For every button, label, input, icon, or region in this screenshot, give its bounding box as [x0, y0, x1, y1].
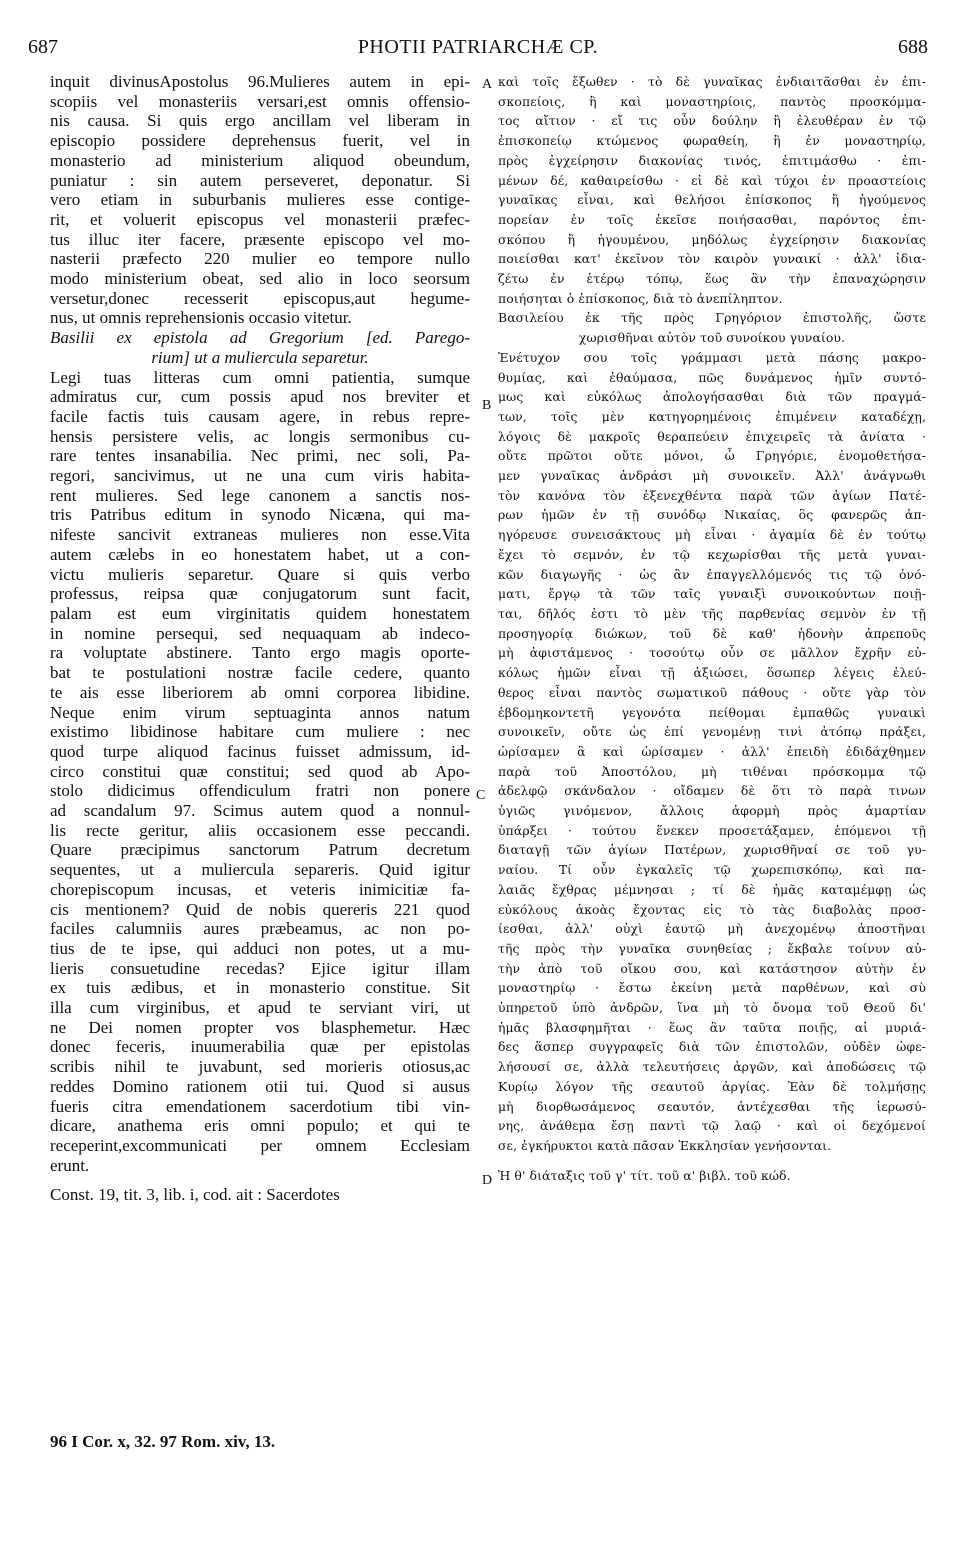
text-line: vero etiam in suburbanis mulieres esse contige-	[50, 190, 470, 210]
text-line: μοναστηρίῳ · ἔστω ἐκείνη μετὰ παρθένων, καὶ σὺ	[498, 980, 926, 996]
text-line: ὡρίσαμεν ἃ καὶ ὡρίσαμεν · ἀλλ' ἐπειδὴ ἐδιδάχθημεν	[498, 743, 926, 759]
text-line: ἑβδομηκοντετῆ γεγονότα πείθομαι ἐμπαθῶς γυναικὶ	[498, 704, 926, 720]
greek-paragraph-1	[498, 72, 926, 308]
text-line: regori, sancivimus, ut ne una cum viris habita-	[50, 466, 470, 486]
text-line: ἀδελφῷ σκάνδαλον · οἴδαμεν δὲ ὅτι τὸ παρὰ τινων	[498, 783, 926, 799]
text-line: κόλως ἡμῶν εἶναι τῇ ἀξιώσει, ὅσωπερ λέγεις ἐλεύ-	[498, 665, 926, 681]
text-line: nasterii præfecto 220 mulier eo tempore nullo	[50, 249, 470, 269]
text-line: fueris citra emendationem sacerdotium tibi vin-	[50, 1096, 470, 1116]
text-line: scribis nihil te juvabunt, sed morieris otiosus,ac	[50, 1057, 470, 1077]
page-number-right: 688	[898, 36, 928, 58]
text-line: lis recte geritur, aliis occasionem esse peccandi.	[50, 820, 470, 840]
text-line: ναίου. Τί οὖν ἐγκαλεῖς τῷ χωρεπισκόπῳ, καὶ πα-	[498, 862, 926, 878]
text-line: inquit divinusApostolus 96.Mulieres autem in epi-	[50, 72, 470, 91]
text-line: ποιείσθαι κατ' ἐκεῖνον τὸν καιρὸν γυναικί · ἀλλ' ἰδια-	[498, 251, 926, 267]
text-line: tus illuc iter facere, præsente episcopo vel mo-	[50, 229, 470, 249]
text-line: τὸν κανόνα τὸν ἐξενεχθέντα παρὰ τῶν ἁγίων Πατέ-	[498, 487, 926, 503]
text-line: μὴ ἀφιστάμενος · τοσούτῳ οὖν σε μᾶλλον ἔχρῆν εὐ-	[498, 645, 926, 661]
text-line: ζέτω ἐν ἑτέρῳ τόπῳ, ἕως ἂν τὴν ἐπαναχώρησιν	[498, 271, 926, 287]
greek-paragraph-2	[498, 348, 926, 1156]
text-line: sequentes, ut a muliercula separeris. Quid igitur	[50, 860, 470, 880]
text-line: receperint,excommunicati per omnem Ecclesiam	[50, 1135, 470, 1155]
text-line: ποιήσηται ὁ ἐπίσκοπος, διὰ τὸ ἀνεπίληπτον.	[498, 290, 783, 306]
text-line: των, τοῖς μὲν κατηγορημένοις ἐπιμένειν καταδέχῃ,	[498, 408, 926, 424]
text-line: πρὸς ἐγχείρησιν διακονίας τινός, ἐπιτιμάσθω · ἐπι-	[498, 152, 926, 168]
text-line: λήσουσί σε, ἀλλὰ τελευτήσεις ἀργῶν, καὶ ἀποδώσεις τῷ	[498, 1059, 926, 1075]
text-line: nifeste sancivit extraneas mulieres non esse.Vita	[50, 525, 470, 545]
text-line: χωρισθῆναι αὐτὸν τοῦ συνοίκου γυναίου.	[578, 330, 846, 346]
text-line: circo constitui quæ constitui; sed quod ab Apo-	[50, 761, 470, 781]
latin-const-line: Const. 19, tit. 3, lib. i, cod. ait : Sacerdotes	[50, 1185, 340, 1205]
latin-heading	[50, 328, 470, 367]
text-line: τος αἴτιον · εἴ τις οὖν δούλην ἢ ἐλευθέραν ἐν τῷ	[498, 113, 926, 129]
text-line: ἐπισκοπείῳ κτώμενος φωραθείη, ἢ ἐν μοναστηρίῳ,	[498, 133, 926, 149]
text-line: λόγοις δὲ μακροῖς θεραπεύειν ἐπιχειρεῖς τὰ ἀνίατα ·	[498, 428, 926, 444]
text-line: ματι, ἔργῳ τὰ τῶν ταῖς γυναιξὶ συνοικούντων ποιῇ-	[498, 586, 926, 602]
text-line: te ais esse liberiorem ab omni corporea libidine.	[50, 682, 470, 702]
text-line: ad scandalum 97. Scimus autem quod a nonnul-	[50, 801, 470, 821]
margin-letter-d: D	[482, 1173, 493, 1188]
text-line: θυμίας, καὶ ἐθαύμασα, πῶς δυνάμενος ἡμῖν συντό-	[498, 369, 926, 385]
text-line: ὑγιῶς γινόμενον, ἄλλοις ἀφορμὴ πρὸς ἁμαρτίαν	[498, 803, 926, 819]
text-line: ηγόρευσε συνεισάκτους μὴ εἶναι · ἀγαμία δὲ ἐν τούτῳ	[498, 527, 926, 543]
text-line: σκοπείοις, ἢ καὶ μοναστηρίοις, παντὸς προσκόμμα-	[498, 93, 926, 109]
text-line: ἡμᾶς βλασφημῆται · ἕως ἂν ταῦτα ποιῇς, αἱ μυριά-	[498, 1019, 926, 1035]
text-line: versetur,donec recesserit episcopus,aut hegume-	[50, 288, 470, 308]
text-line: παρὰ τοῦ Ἀποστόλου, μὴ τιθέναι πρόσκομμα τῷ	[498, 763, 926, 779]
text-line: professus, reipsa quæ conjugatorum sunt facit,	[50, 584, 470, 604]
text-line: μὴ διορθωσάμενος σεαυτόν, ἀντέχεσθαι τῆς ἱερωσύ-	[498, 1098, 926, 1114]
greek-heading	[498, 308, 926, 347]
text-line: νης, ἀνάθεμα ἔσῃ παντὶ τῷ λαῷ · καὶ οἱ δεχόμενοί	[498, 1118, 926, 1134]
text-line: θερος εἶναι παντὸς σωματικοῦ πάθους · οὔτε γὰρ τὸν	[498, 684, 926, 700]
text-line: Neque enim virum septuaginta annos natum	[50, 702, 470, 722]
text-line: hensis persistere velis, ac longis sermonibus cu-	[50, 426, 470, 446]
latin-column	[50, 72, 470, 1205]
text-line: Legi tuas litteras cum omni patientia, sumque	[50, 367, 470, 387]
text-line: κῶν διαγωγῆς · ὡς ἂν ἐπαγγελλόμενός τις τῷ ὀνό-	[498, 566, 926, 582]
text-line: ρων ἡμῶν ἐν τῇ συνόδῳ Νικαίας, ὃς φανερῶς ἀπ-	[498, 507, 926, 523]
text-line: lieris consuetudine recedas? Ejice igitur illam	[50, 958, 470, 978]
text-line: faciles calumniis aures præbeamus, ac non po-	[50, 919, 470, 939]
text-line: stolo didicimus offendiculum fratri non ponere	[50, 781, 470, 801]
greek-const-line: Ἡ θ' διάταξις τοῦ γ' τίτ. τοῦ α' βιβλ. τοῦ κώδ.	[498, 1167, 791, 1183]
text-line: σκόπου ἢ ἡγουμένου, μηδόλως ἐγχείρησιν διακονίας	[498, 231, 926, 247]
text-line: cis mentionem? Quid de nobis quereris 221 quod	[50, 899, 470, 919]
text-line: διαταγῇ τῶν ἁγίων Πατέρων, χωρισθῆναί σε τοῦ γυ-	[498, 842, 926, 858]
text-line: donec feceris, inuumerabilia quæ per epistolas	[50, 1037, 470, 1057]
text-line: Ἐνέτυχον σου τοῖς γράμμασι μετὰ πάσης μακρο-	[498, 349, 926, 365]
text-line: πορείαν ἐν τοῖς ἐκεῖσε ποιήσασθαι, παρόντος ἐπι-	[498, 211, 926, 227]
text-line: λαιᾶς ἔχθρας μέμνησαι ; τί δὲ ἡμᾶς καταμέμφῃ ὡς	[498, 881, 926, 897]
text-line: συνοικεῖν, οὔτε ὡς ἐπί γενομένῃ τινὶ ἀτόπῳ πράξει,	[498, 724, 926, 740]
text-line: existimo libidinose habitare cum muliere : nec	[50, 722, 470, 742]
running-title: PHOTII PATRIARCHÆ CP.	[357, 36, 599, 58]
text-line: rare tentes insanabilia. Nec primi, nec soli, Pa-	[50, 446, 470, 466]
text-line: episcopio possidere deprehensus fuerit, vel in	[50, 131, 470, 151]
text-line: ἔχει τὸ σεμνόν, ἐν τῷ κεχωρίσθαι τῆς μετὰ γυναι-	[498, 546, 926, 562]
text-line: εὐκόλους ἀκοὰς ἔχοντας εἰς τὸ τὰς διαβολὰς προσ-	[498, 901, 926, 917]
text-line: τῆς πρὸς τὴν γυναῖκα συνηθείας ; ἔκβαλε τοίνυν αὐ-	[498, 940, 926, 956]
text-line: ex tuis ædibus, et in monasterio constitue. Sit	[50, 978, 470, 998]
text-line: Βασιλείου ἐκ τῆς πρὸς Γρηγόριον ἐπιστολῆς, ὥστε	[498, 310, 926, 326]
text-line: Basilii ex epistola ad Gregorium [ed. Parego-	[50, 328, 470, 348]
text-line: modo ministerium obeat, sed alio in loco seorsum	[50, 269, 470, 289]
text-line: δες ἅσπερ συγγραφεῖς διὰ τῶν ἐπιστολῶν, οὐδὲν ὠφε-	[498, 1039, 926, 1055]
margin-letter-a: A	[482, 77, 493, 92]
text-line: illa cum virginibus, et apud te serviant viri, ut	[50, 998, 470, 1018]
text-line: γυναῖκας εἶναι, καὶ θελήσοι ἐπίσκοπος ἢ ἡγούμενος	[498, 192, 926, 208]
text-line: erunt.	[50, 1155, 90, 1175]
text-line: bat te postulationi nostræ facile cedere, quanto	[50, 663, 470, 683]
text-line: rium] ut a muliercula separetur.	[151, 347, 369, 367]
text-line: reddes Domino rationem otii tui. Quod si ausus	[50, 1076, 470, 1096]
text-line: Quare præcipimus sanctorum Patrum decretum	[50, 840, 470, 860]
text-line: autem cælebs in eo honestatem habet, ut a con-	[50, 544, 470, 564]
margin-letter-c: C	[476, 788, 486, 803]
text-line: ται, δῆλός ἐστι τὸ μὲν τῆς παρθενίας σεμνὸν ἐν τῇ	[498, 605, 926, 621]
footnotes: 96 I Cor. x, 32. 97 Rom. xiv, 13.	[50, 1432, 276, 1451]
text-line: ὑπάρξει · τούτου ἕνεκεν προσετάξαμεν, ἑπόμενοι τῇ	[498, 822, 926, 838]
text-line: tris Patribus editum in synodo Nicæna, qui ma-	[50, 505, 470, 525]
text-line: ra voluptate abstinere. Tanto ergo magis oporte-	[50, 643, 470, 663]
text-line: ίεσθαι, ἀλλ' οὐχὶ ἑαυτῷ μὴ ἀνεχομένῳ ἀποστῆναι	[498, 921, 926, 937]
text-line: facile factis tuis causam agere, in rebus repre-	[50, 406, 470, 426]
text-line: nus, ut omnis reprehensionis occasio vitetur.	[50, 308, 352, 328]
text-line: Κυρίῳ λόγον τῆς σεαυτοῦ ἀργίας. Ἐὰν δὲ τολμήσῃς	[498, 1078, 926, 1094]
text-line: rit, et voluerit episcopus vel monasterii præfec-	[50, 209, 470, 229]
text-line: οὔτε πρῶτοι οὔτε μόνοι, ὦ Γρηγόριε, ἐνομοθετήσα-	[498, 448, 926, 464]
text-line: quod turpe aliquod facinus fuisset admissum, id-	[50, 741, 470, 761]
latin-paragraph-2	[50, 368, 470, 1176]
text-line: in nomine persequi, sed nequaquam ab indeco-	[50, 623, 470, 643]
text-line: μεν γυναῖκας ἀνδράσι μὴ συνοικεῖν. Ἀλλ' ἀνάγνωθι	[498, 468, 926, 484]
text-line: ne Dei nomen propter vos blasphemetur. Hæc	[50, 1017, 470, 1037]
text-line: dicare, anathema eris omni populo; et qui te	[50, 1116, 470, 1136]
text-line: admiratus cur, cum possis apud nos breviter et	[50, 387, 470, 407]
text-line: τὴν ἀπὸ τοῦ οἴκου σου, καὶ κατάστησον αὐτὴν ἐν	[498, 960, 926, 976]
latin-paragraph-1	[50, 72, 470, 328]
text-line: palam est eum virginitatis quidem honestatem	[50, 603, 470, 623]
text-line: victu mulieris separetur. Quare si quis verbo	[50, 564, 470, 584]
text-line: monasterio ad ministerium aliquod obeundum,	[50, 150, 470, 170]
text-line: nis causa. Si quis ergo ancillam vel liberam in	[50, 111, 470, 131]
page-number-left: 687	[28, 36, 58, 58]
text-line: μως καὶ εὐκόλως ἀπολογήσασθαι διὰ τῶν πραγμά-	[498, 389, 926, 405]
text-line: rent mulieres. Sed lege canonem a sanctis nos-	[50, 485, 470, 505]
text-line: tius de te ipse, qui adduci non potes, ut a mu-	[50, 938, 470, 958]
greek-column	[498, 72, 926, 1185]
running-header	[28, 36, 928, 66]
text-line: καὶ τοῖς ἔξωθεν · τὸ δὲ γυναῖκας ἐνδιαιτᾶσθαι ἐν ἐπι-	[498, 74, 926, 89]
text-line: ὑπηρετοῦ ὑπὸ ἀνδρῶν, ἵνα μὴ τὸ ὄνομα τοῦ Θεοῦ δι'	[498, 1000, 926, 1016]
text-line: chorepiscopum incusas, et veteris inimicitiæ fa-	[50, 879, 470, 899]
text-line: μένων δέ, καθαιρείσθω · εἰ δὲ καὶ τύχοι ἐν προαστείοις	[498, 172, 926, 188]
text-line: puniatur : sin autem perseveret, deponatur. Si	[50, 170, 470, 190]
text-line: σε, ἐγκήρυκτοι κατὰ πᾶσαν Ἐκκλησίαν γενήσονται.	[498, 1137, 832, 1153]
text-line: προσηγορίᾳ διώκων, τοῦ δὲ καθ' ἡδονὴν ἀπρεποῦς	[498, 625, 926, 641]
text-line: scopiis vel monasteriis versari,est omnis offensio-	[50, 91, 470, 111]
margin-letter-b: B	[482, 398, 492, 413]
